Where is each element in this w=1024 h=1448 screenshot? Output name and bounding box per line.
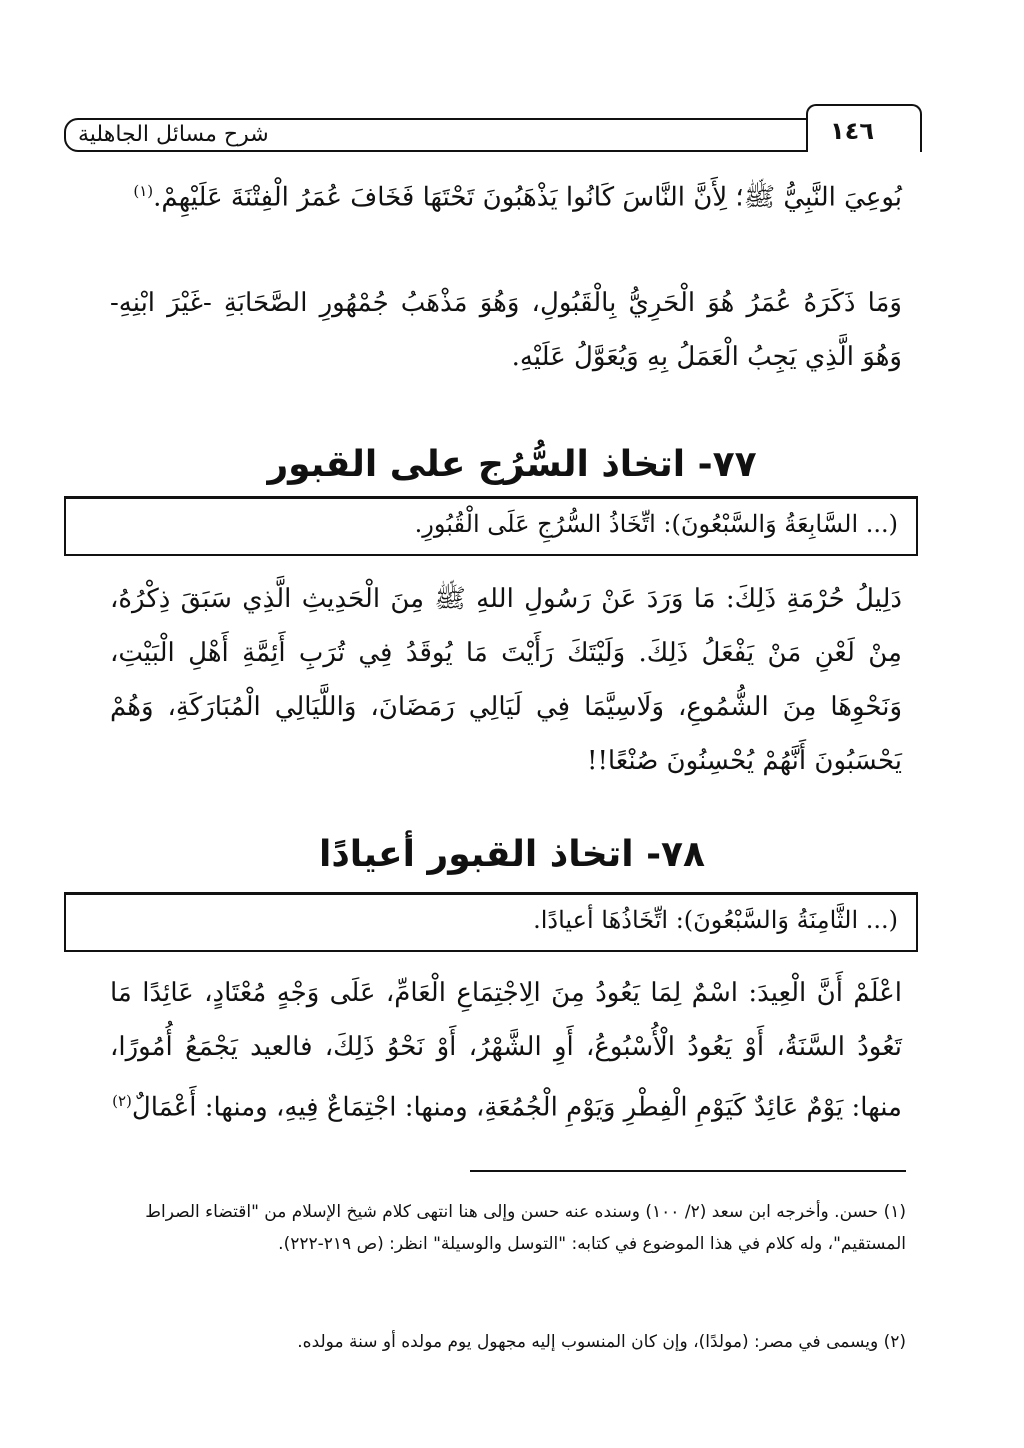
paragraph-1 <box>110 164 902 225</box>
paragraph-4 <box>110 966 902 1135</box>
section-77-quote: (... السَّابِعَةُ وَالسَّبْعُونَ): اتِّخَاذُ السُّرُجِ عَلَى الْقُبُورِ. <box>414 510 898 538</box>
paragraph-1-text: بُوعِيَ النَّبِيُّ ﷺ؛ لِأَنَّ النَّاسَ كَانُوا يَذْهَبُونَ تَحْتَهَا فَخَافَ عُمَرُ الْفِتْنَةَ عَلَيْهِمْ. <box>153 182 902 213</box>
paragraph-3: دَلِيلُ حُرْمَةِ ذَلِكَ: مَا وَرَدَ عَنْ رَسُولِ اللهِ ﷺ مِنَ الْحَدِيثِ الَّذِي سَبَقَ ذِكْرُهُ، مِنْ لَعْنِ مَنْ يَفْعَلُ ذَلِكَ. وَلَيْتَكَ رَأَيْتَ مَا يُوقَدُ فِي تُرَبِ أَئِمَّةِ أَهْلِ الْبَيْتِ، وَنَحْوِهَا مِنَ الشُّمُوعِ، وَلَاسِيَّمَا فِي لَيَالِي رَمَضَانَ، وَاللَّيَالِي الْمُبَارَكَةِ، وَهُمْ يَحْسَبُونَ أَنَّهُمْ يُحْسِنُونَ صُنْعًا!! <box>110 584 903 776</box>
section-78-quote: (... الثَّامِنَةُ وَالسَّبْعُونَ): اتِّخَاذُهَا أعيادًا. <box>533 906 898 934</box>
paragraph-4-text: اعْلَمْ أَنَّ الْعِيدَ: اسْمٌ لِمَا يَعُودُ مِنَ الِاجْتِمَاعِ الْعَامِّ، عَلَى وَجْهٍ مُعْتَادٍ، عَائِدًا مَا تَعُودُ السَّنَةُ، أَوْ يَعُودُ الْأُسْبُوعُ، أَوِ الشَّهْرُ، أَوْ نَحْوُ ذَلِكَ، فالعيد يَجْمَعُ أُمُورًا، منها: يَوْمٌ عَائِدٌ كَيَوْمِ الْفِطْرِ وَيَوْمِ الْجُمُعَةِ، ومنها: اجْتِمَاعٌ فِيهِ، ومنها: أَعْمَالٌ <box>110 978 902 1123</box>
section-78-quote-box <box>64 892 918 952</box>
paragraph-2: وَمَا ذَكَرَهُ عُمَرُ هُوَ الْحَرِيُّ بِالْقَبُولِ، وَهُوَ مَذْهَبُ جُمْهُورِ الصَّحَابَةِ -غَيْرَ ابْنِهِ- وَهُوَ الَّذِي يَجِبُ الْعَمَلُ بِهِ وَيُعَوَّلُ عَلَيْهِ. <box>110 288 902 372</box>
page-number: ١٤٦ <box>830 117 874 145</box>
footnote-2: (٢) ويسمى في مصر: (مولدًا)، وإن كان المنسوب إليه مجهول يوم مولده أو سنة مولده. <box>297 1332 906 1352</box>
footnote-separator <box>470 1170 906 1172</box>
section-77-heading: ٧٧- اتخاذ السُّرُج على القبور <box>267 444 757 485</box>
footnote-1: (١) حسن. وأخرجه ابن سعد (٢/ ١٠٠) وسنده عنه حسن وإلى هنا انتهى كلام شيخ الإسلام من "اقتضاء الصراط المستقيم"، وله كلام في هذا الموضوع في كتابه: "التوسل والوسيلة" انظر: (ص ٢١٩-٢٢٢). <box>145 1202 906 1254</box>
footnote-marker-2: (٢) <box>112 1092 132 1110</box>
section-77-quote-box <box>64 496 918 556</box>
running-header-title: شرح مسائل الجاهلية <box>78 122 269 147</box>
section-78-heading: ٧٨- اتخاذ القبور أعيادًا <box>318 834 705 875</box>
footnote-marker-1: (١) <box>133 182 154 200</box>
